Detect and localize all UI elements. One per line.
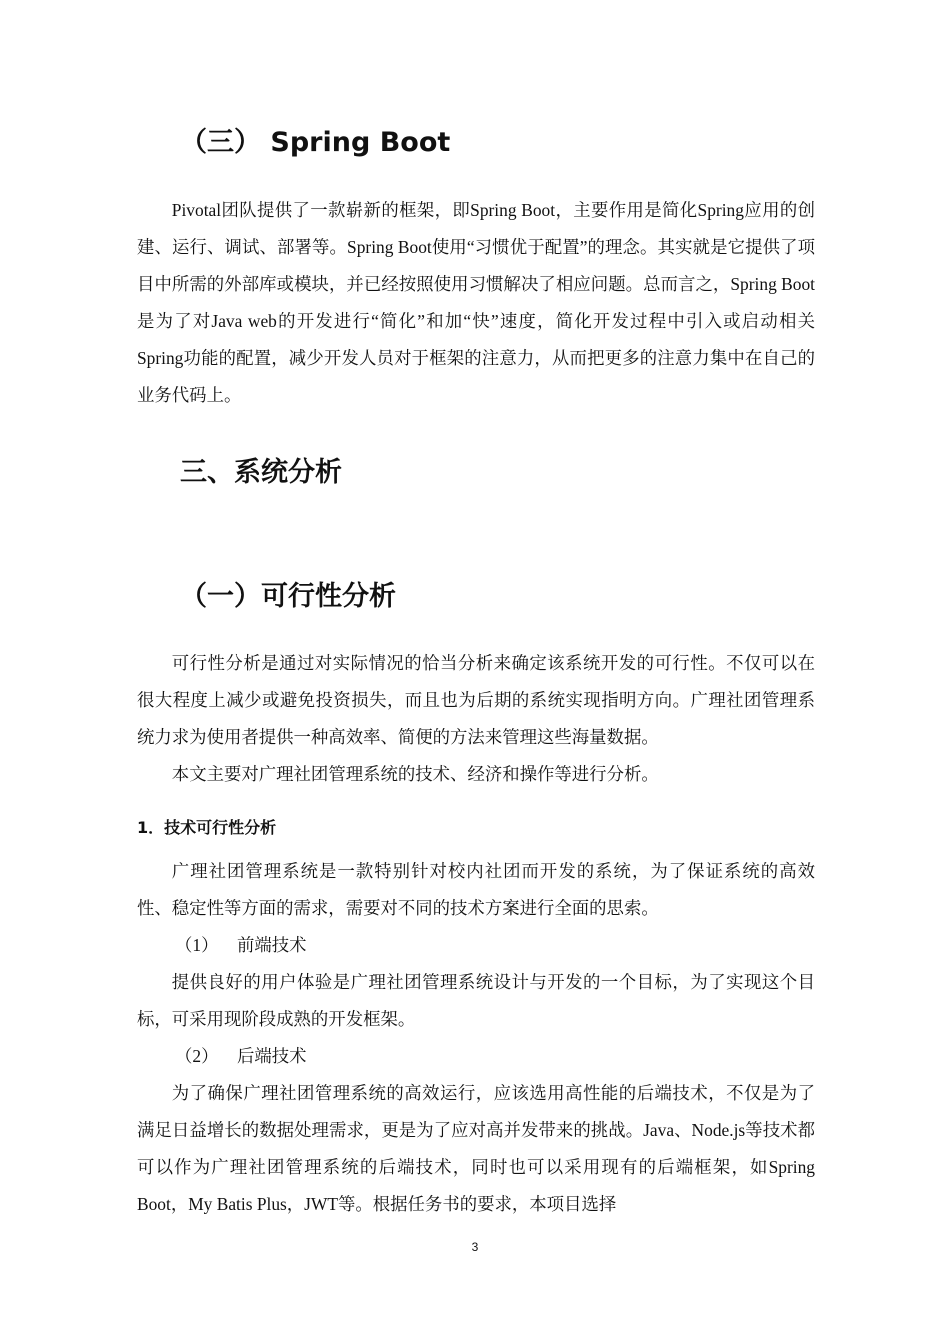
heading-tech-feasibility: 1．技术可行性分析 [137, 818, 277, 837]
tech-body [137, 853, 815, 1223]
feasibility-paragraph-2: 本文主要对广理社团管理系统的技术、经济和操作等进行分析。 [171, 764, 659, 784]
item-number: （1） [175, 935, 219, 955]
page-number: 3 [471, 1240, 479, 1254]
heading-spring-boot: （三） Spring Boot [180, 127, 451, 158]
heading-feasibility: （一）可行性分析 [180, 581, 396, 612]
subsection-heading-tech [137, 816, 815, 840]
list-item-backend [137, 1038, 815, 1075]
item-label: 前端技术 [237, 935, 307, 955]
spring-boot-paragraph: Pivotal团队提供了一款崭新的框架，即Spring Boot，主要作用是简化Spring应用的创建、运行、调试、部署等。Spring Boot使用“习惯优于配置”的理念。其实就是它提供了项目中所需的外部库或模块，并已经按照使用习惯解决了相应问题。总而言之，Spring Boot是为了对Java web的开发进行“简化”和加“快”速度，简化开发过程中引入或启动相关Spring功能的配置，减少开发人员对于框架的注意力，从而把更多的注意力集中在自己的业务代码上。 [137, 200, 815, 405]
item-label: 后端技术 [237, 1046, 307, 1066]
heading-system-analysis: 三、系统分析 [180, 457, 342, 488]
section-heading-feasibility [137, 580, 815, 614]
list-item-frontend [137, 927, 815, 964]
chapter-heading-system-analysis [137, 456, 815, 490]
feasibility-paragraph-1: 可行性分析是通过对实际情况的恰当分析来确定该系统开发的可行性。不仅可以在很大程度上减少或避免投资损失，而且也为后期的系统实现指明方向。广理社团管理系统力求为使用者提供一种高效率、简便的方法来管理这些海量数据。 [137, 653, 815, 747]
item-number: （2） [175, 1046, 219, 1066]
spring-boot-body [137, 192, 815, 414]
tech-intro-paragraph: 广理社团管理系统是一款特别针对校内社团而开发的系统，为了保证系统的高效性、稳定性等方面的需求，需要对不同的技术方案进行全面的思索。 [137, 861, 815, 918]
feasibility-body [137, 645, 815, 793]
section-heading-spring-boot [137, 126, 815, 160]
frontend-paragraph: 提供良好的用户体验是广理社团管理系统设计与开发的一个目标，为了实现这个目标，可采用现阶段成熟的开发框架。 [137, 972, 815, 1029]
backend-paragraph: 为了确保广理社团管理系统的高效运行，应该选用高性能的后端技术，不仅是为了满足日益增长的数据处理需求，更是为了应对高并发带来的挑战。Java、Node.js等技术都可以作为广理社团管理系统的后端技术，同时也可以采用现有的后端框架，如Spring Boot，My Batis Plus，JWT等。根据任务书的要求，本项目选择 [137, 1083, 815, 1214]
